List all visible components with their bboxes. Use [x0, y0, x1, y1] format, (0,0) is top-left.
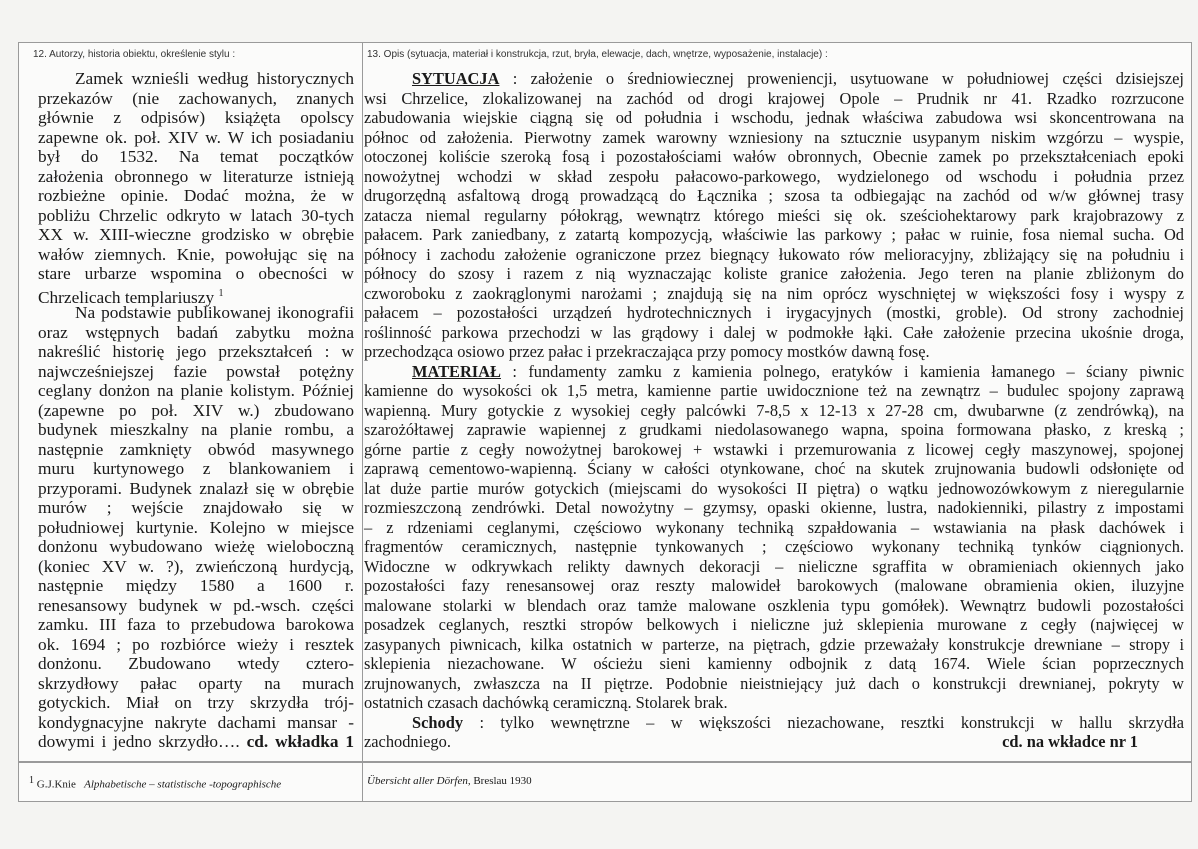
text-line-content: posadzek ceglanych, resztki stropów belkowych i nieliczne już sklepienia murowane z cegły (najwięcej w — [364, 615, 1184, 634]
text-line-content: wsi Chrzelice, zlokalizowanej na zachód od drogi krajowej Opole – Prudnik nr 41. Rzadko rozrzucone — [364, 88, 1184, 108]
text-line-content: północ od założenia. Pierwotny zamek warowny wzniesiony na sztucznie usypanym niskim wzgórzu – wyspie, — [364, 127, 1184, 147]
text-line-content: stare urbarze wspomina o obecności w — [38, 264, 354, 283]
text-line — [38, 303, 354, 323]
text-line — [364, 89, 1184, 109]
text-line-content: południowej kurtynie. Kolejno w miejsce — [38, 517, 354, 537]
text-line — [38, 264, 354, 284]
text-line-content: (zapewne po poł. XIV w.) zbudowano — [38, 400, 354, 420]
text-line-content: pałacem – pozostałości urządzeń hydrotechnicznych i irygacyjnych (mostki, groble). Od strony zachodniej — [364, 303, 1184, 322]
text-line — [364, 518, 1184, 538]
text-line-content: Chrzelicach templariuszy — [38, 287, 215, 307]
text-line-content: nowożytnej wchodzi w skład zespołu pałacowo-parkowego, wydzielonego od wschodu i południa przez — [364, 166, 1184, 186]
text-line-content: północy i zachodu założenie ograniczone przez biegnący łukowato rów melioracyjny, zbliżający się na południu i — [364, 244, 1184, 264]
text-line-content: rozbieżne opinie. Dodać można, że w — [38, 186, 354, 205]
footnote-title-part1: Alphabetische – statistische -topographische — [84, 778, 282, 791]
text-line-content: zachodniego. — [364, 732, 451, 751]
section-title: MATERIAŁ — [412, 361, 501, 381]
text-line — [38, 186, 354, 206]
text-line-content: wałów ziemnych. Knie, powołując się na — [38, 244, 354, 264]
text-line — [364, 167, 1184, 187]
text-line-content: Zamek wznieśli według historycznych — [75, 69, 354, 88]
text-line — [364, 732, 1184, 752]
text-line — [38, 674, 354, 694]
text-line — [38, 69, 354, 89]
text-line-content: zapewne ok. poł. XIV w. W ich posiadaniu — [38, 127, 354, 147]
text-line-content: : fundamenty zamku z kamienia polnego, eratyków i kamienia łamanego – ściany piwnic — [500, 361, 1184, 381]
text-line — [364, 284, 1184, 304]
text-line — [364, 674, 1184, 694]
footnote-title-part2: Übersicht aller Dörfen, — [367, 775, 471, 787]
history-header: 12. Autorzy, historia obiektu, określenie stylu : — [33, 49, 236, 60]
text-line — [38, 654, 354, 674]
text-line-content: zatacza niemal regularny półokrąg, wewnątrz którego mieści się ok. sześciohektarowy park krajobrazowy z — [364, 205, 1184, 225]
text-line — [38, 713, 354, 733]
text-line — [364, 186, 1184, 206]
text-line-content: renesansowy budynek w pd.-wsch. części — [38, 595, 354, 615]
text-line-content: gotyckich. Miał on trzy skrzydła trój- — [38, 693, 354, 712]
text-line — [364, 264, 1184, 284]
text-line-content: drugorzędną asfaltową drogą prowadzącą do Łącznika ; szosa ta odbiegając na zachód od w/w głównej trasy — [364, 186, 1184, 205]
footnote-left — [18, 762, 363, 802]
text-line — [38, 362, 354, 382]
text-line — [364, 557, 1184, 577]
text-line-content: następnie między 1580 a 1600 r. — [38, 576, 354, 595]
section-title: Schody — [412, 712, 464, 732]
text-line — [38, 732, 354, 752]
footnote-right — [362, 762, 1192, 802]
text-line-content: (koniec XV w. ?), zwieńczoną hurdycją, — [38, 556, 354, 576]
text-line-content: północy do szosy i razem z nią wyznaczając koliste granice założenia. Jego teren na planie zbliżonym do — [364, 264, 1184, 283]
text-line — [38, 615, 354, 635]
text-line-content: donżonu. Zbudowano wtedy cztero- — [38, 654, 354, 673]
text-line — [364, 635, 1184, 655]
text-line — [38, 459, 354, 479]
text-line — [38, 537, 354, 557]
text-line — [364, 420, 1184, 440]
text-line-content: przyporami. Budynek znalazł się w obrębie — [38, 478, 354, 498]
text-line — [364, 381, 1184, 401]
text-line-content: ceglany donżon na planie kolistym. Później — [38, 381, 354, 400]
text-line — [38, 128, 354, 148]
text-line — [38, 284, 354, 307]
text-line — [38, 225, 354, 245]
text-line-content: sklepienia niezachowane. W ościeżu sieni kamienny odbojnik z datą 1674. Wiele ścian poprzecznych — [364, 654, 1184, 673]
history-text — [38, 69, 354, 752]
text-line-content: najwcześniejszej fazie powstał potężny — [38, 361, 354, 381]
text-line-content: otoczonej koliście szeroką fosą i pozostałościami wałów obronnych, Obecnie zamek po przekształceniach epoki — [364, 147, 1184, 166]
text-line-content: ok. 1694 ; po rozbiórce wieży i resztek — [38, 634, 354, 654]
text-line — [38, 323, 354, 343]
text-line — [38, 381, 354, 401]
text-line — [364, 693, 1184, 713]
text-line — [364, 128, 1184, 148]
text-line — [38, 245, 354, 265]
text-line-content: Widoczne w odkrywkach relikty dawnych dekoracji – nieliczne sgraffita w obramieniach okiennych jako — [364, 556, 1184, 576]
text-line-content: zamku. III faza to przebudowa barokowa — [38, 615, 354, 634]
section-title: SYTUACJA — [412, 69, 500, 88]
text-line — [364, 654, 1184, 674]
continuation-note: cd. wkładka 1 — [246, 732, 354, 751]
text-line-content: lat duże partie murów gotyckich (miejscami do wysokości II piętra) o wątku jednowozówkowym z nieregularnie — [364, 478, 1184, 498]
text-line — [38, 89, 354, 109]
text-line — [38, 596, 354, 616]
footnote-ref: 1 — [218, 287, 224, 299]
text-line-content: roślinność parkowa przechodzi w las grądowy i dalej w podmokłe łąki. Całe założenie przecina ukośnie droga, — [364, 322, 1184, 342]
text-line-content: muru kurtynowego z blankowaniem i — [38, 459, 354, 478]
text-line-content: kondygnacyjne nakryte dachami mansar - — [38, 712, 354, 732]
text-line — [364, 459, 1184, 479]
text-line — [38, 635, 354, 655]
text-line — [364, 576, 1184, 596]
text-line-content: rozmieszczoną zendrówki. Detal nowożytny – gzymsy, opaski okienne, lustra, nadokienniki, pilastry z impostami — [364, 498, 1184, 517]
text-line-content: malowane stolarki w blendach oraz tamże malowane oszklenia typu gomółek). Wewnątrz budowli pozostałości — [364, 595, 1184, 615]
text-line — [364, 108, 1184, 128]
text-line-content: pałacem. Park zaniedbany, z zatartą kompozycją, właściwie las parkowy ; pałac w ruinie, fosa niemal sucha. Od — [364, 225, 1184, 244]
text-line-content: następnie zamknięty obwód masywnego — [38, 439, 354, 459]
text-line-content: nakreślić historię jego przekształceń : w — [38, 342, 354, 361]
text-line-content: dowymi i jedno skrzydło…. — [38, 732, 240, 751]
text-line-content: : założenie o średniowiecznej proweniencji, usytuowane w południowej części dzisiejszej — [499, 69, 1184, 88]
text-line-content: oraz wstępnych badań zabytku można — [38, 322, 354, 342]
text-line — [364, 537, 1184, 557]
text-line — [38, 440, 354, 460]
text-line-content: – z rdzeniami ceglanymi, częściowo wykonany techniką szpałdowania – wstawiania na płask dachówek i — [364, 517, 1184, 537]
text-line — [38, 576, 354, 596]
text-line-content: górne partie z cegły nowożytnej barokowej + wstawki i przemurowania z licowej cegły maszynowej, spojonej — [364, 439, 1184, 459]
text-line-content: głównie z odpisów) książęta opolscy — [38, 108, 354, 127]
text-line-content: pobliżu Chrzelic odkryto w latach 30-tych — [38, 205, 354, 225]
text-line-content: fragmentów ceramicznych, następnie tynkowanych ; częściowo wykonany techniką tynków ciągnionych. — [364, 537, 1184, 556]
footnote-author: G.J.Knie — [36, 778, 76, 791]
text-line — [364, 147, 1184, 167]
text-line — [364, 206, 1184, 226]
text-line — [38, 518, 354, 538]
footnote-place-year: Breslau 1930 — [473, 775, 532, 787]
text-line — [364, 498, 1184, 518]
text-line-content: murów ; wejście znajdowało się w — [38, 498, 354, 517]
text-line — [38, 498, 354, 518]
history-section — [18, 42, 363, 762]
text-line-content: zrujnowanych, zwłaszcza na II piętrze. Podobnie nieistniejący już dach o konstrukcji drewnianej, pokryty w — [364, 673, 1184, 693]
text-line — [364, 362, 1184, 382]
text-line — [364, 713, 1184, 733]
text-line-content: pozostałości fazy renesansowej oraz reszty malowideł barokowych (malowane obramienia okien, iluzyjne — [364, 576, 1184, 595]
text-line — [38, 420, 354, 440]
text-line — [38, 693, 354, 713]
text-line-content: skrzydłowy pałac oparty na murach — [38, 673, 354, 693]
text-line — [364, 596, 1184, 616]
text-line-content: zabudowania wiejskie ciągną się od południa i wschodu, jednak właściwa zabudowa wsi skoncentrowana na — [364, 108, 1184, 127]
text-line-content: kamienne do wysokości ok 1,5 metra, kamienne partie uwidocznione też na zewnątrz – budulec spojony zaprawą — [364, 381, 1184, 400]
text-line-content: budynek mieszkalny na planie rombu, a — [38, 420, 354, 439]
text-line-content: przechodząca osiowo przez pałac i przekraczająca przy pomocy mostków dawną fosę. — [364, 342, 930, 361]
text-line-content: : tylko wewnętrzne – w większości niezachowane, resztki konstrukcji w hallu skrzydła — [463, 712, 1184, 732]
text-line — [364, 323, 1184, 343]
text-line-content: XX w. XIII-wieczne grodzisko w obrębie — [38, 225, 354, 244]
text-line — [364, 342, 1184, 362]
text-line-content: szarożółtawej zaprawie wapiennej z grudkami niedolasowanego wapna, spoina formowana płasko, z kreską ; — [364, 420, 1184, 439]
text-line — [38, 342, 354, 362]
text-line-content: był do 1532. Na temat początków — [38, 147, 354, 166]
text-line — [364, 615, 1184, 635]
description-section — [362, 42, 1192, 762]
text-line-content: wapienną. Mury gotyckie z wysokiej cegły palcówki 7-8,5 x 12-13 x 27-28 cm, dwubarwne (z zendrówką), na — [364, 400, 1184, 420]
description-text — [364, 69, 1184, 752]
text-line-content: donżonu wybudowano wieżę wieloboczną — [38, 537, 354, 556]
text-line — [364, 479, 1184, 499]
text-line — [364, 225, 1184, 245]
text-line — [38, 108, 354, 128]
text-line-content: założenia obronnego w literaturze istnieją — [38, 166, 354, 186]
text-line — [364, 401, 1184, 421]
text-line-content: przekazów (nie zachowanych, znanych — [38, 88, 354, 108]
text-line — [38, 557, 354, 577]
text-line-content: zaprawą cementowo-wapienną. Ściany w całości otynkowane, choć na skutek zrujnowania budowli odsłonięte od — [364, 459, 1184, 478]
text-line — [364, 69, 1184, 89]
text-line — [364, 245, 1184, 265]
continuation-note: cd. na wkładce nr 1 — [1002, 732, 1138, 751]
text-line — [364, 303, 1184, 323]
footnote-number: 1 — [29, 775, 34, 786]
description-header: 13. Opis (sytuacja, materiał i konstrukcja, rzut, bryła, elewacje, dach, wnętrze, wyposażenie, instalacje) : — [367, 49, 828, 60]
text-line-content: ostatnich czasach dachówką ceramiczną. Stolarek brak. — [364, 693, 728, 712]
text-line-content: czworoboku z zaokrąglonymi narożami ; znajdują się na nim oprócz wyschniętej w większości fosy i wyspy z — [364, 283, 1184, 303]
text-line — [38, 479, 354, 499]
text-line-content: Na podstawie publikowanej ikonografii — [75, 303, 354, 322]
text-line — [38, 147, 354, 167]
text-line — [38, 167, 354, 187]
text-line — [38, 206, 354, 226]
text-line — [364, 440, 1184, 460]
text-line-content: zasypanych piwnicach, kilka ostatnich w parterze, na piętrach, gdzie przeważały konstrukcje drewniane – stropy i — [364, 634, 1184, 654]
text-line — [38, 401, 354, 421]
